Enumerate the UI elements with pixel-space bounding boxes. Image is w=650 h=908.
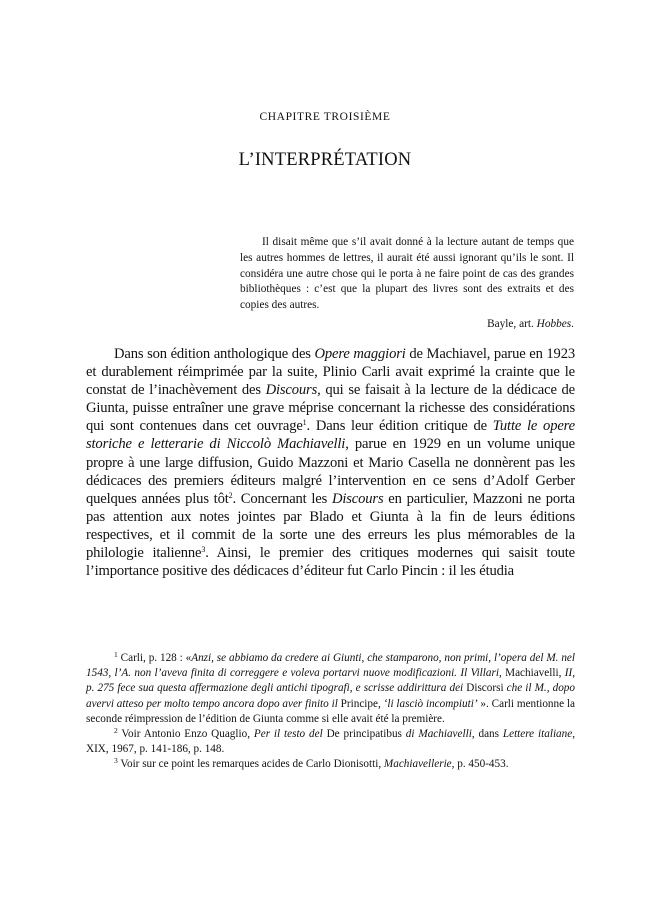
text-run: , p. 450-453. [451,758,509,771]
footnote-number: 3 [114,756,118,766]
text-run: De principatibus [322,728,406,741]
text-run: , dans [471,728,503,741]
footnote-number: 1 [114,650,118,659]
text-run: Discorsi [466,682,504,695]
footnote-number: 2 [114,726,118,736]
epigraph [240,235,574,333]
footnote-ref-1[interactable]: 1 [302,418,307,428]
epigraph-source-prefix: Bayle, art. [487,317,534,330]
italic-title: Machiavellerie [383,758,452,771]
italic-title: Discours [265,382,318,399]
text-run: de Machiavel, parue en 1923 et durablement réimprimée par la suite, Plinio Carli avait exprimé la crainte que le constat de l’inachèvement des [86,346,575,399]
italic-quote: , ‘li lasciò incompiuti’ [377,697,478,710]
footnote-1 [86,651,575,727]
paragraph [86,345,575,580]
italic-quote: Anzi, se abbiamo da credere ai Giunti, che stamparono, non primi, l’opera del M. nel 1543, l’A. non l’aveva finita di correggere e voleva portarvi nuove modificazioni. Il Villari, [86,652,575,680]
text-run: Machiavelli [505,667,559,680]
chapter-title: L’INTERPRÉTATION [238,150,412,170]
text-run: . Ainsi, le premier des critiques modernes qui saisit toute l’importance positive des dédicaces d’éditeur fut Carlo Pincin : il les étudia [86,545,575,580]
italic-title: Discours [331,490,384,507]
italic-title: Opere maggiori [314,346,406,362]
text-run: en particulier, Mazzoni ne porta pas attention aux notes jointes par Blado et Giunta à la fin de leurs éditions respectives, et il commit de la sorte une des erreurs les plus mémorables de la philologie italienne [86,490,575,562]
text-run: , qui se faisait à la lecture de la dédicace de Giunta, puisse entraîner une grave méprise concernant la richesse des considérations qui sont contenues dans cet ouvrage [86,382,575,435]
text-run: Carli, p. 128 : « [117,652,192,664]
footnote-ref-3[interactable]: 3 [201,545,206,555]
italic-title: Lettere italiane [502,728,573,741]
epigraph-source [240,317,574,333]
footnote-ref-2[interactable]: 2 [228,490,233,500]
italic-title: di Machiavelli [405,728,472,741]
main-text [86,345,575,580]
text-run: , XIX, 1967, p. 141-186, p. 148. [86,728,576,756]
text-run: . Concernant les [232,490,332,507]
text-run: ». Carli mentionne la seconde réimpression de l’édition de Giunta comme si elle avait été la première. [86,697,576,725]
footnote-3 [86,757,575,772]
text-run: . Dans leur édition critique de [306,418,493,435]
italic-title: Tutte le opere storiche e letterarie di Niccolò Machiavelli [86,418,575,453]
epigraph-source-title: Hobbes [536,317,572,330]
text-run: Voir Antonio Enzo Quaglio, [117,728,254,741]
italic-quote: che il M., dopo avervi atteso per molto tempo ancora dopo aver finito il [86,682,575,710]
chapter-label: CHAPITRE TROISIÈME [259,111,391,123]
text-run: Voir sur ce point les remarques acides de Carlo Dionisotti, [117,758,384,771]
footnotes [86,651,575,773]
text-run: , parue en 1929 en un volume unique propre à une large diffusion, Guido Mazzoni et Mario Casella ne donnèrent pas les dédicaces des premiers éditeurs malgré l’intervention en ce sens d’Adolf Gerber quelques années plus tôt [86,436,576,507]
text-run: Dans son édition anthologique des [114,346,315,362]
epigraph-source-suffix: . [571,317,574,330]
italic-title: Per il testo del [253,728,323,741]
text-run: Principe [340,697,378,710]
footnote-2 [86,727,575,757]
epigraph-text: Il disait même que s’il avait donné à la lecture autant de temps que les autres hommes de lettres, il aurait été aussi ignorant qu’ils le sont. Il considéra une autre chose qui le porta à ne faire point de cas des grandes bibliothèques : c’est que la plupart des livres sont des extraits et des copies des autres. [240,236,574,312]
italic-quote: , II, p. 275 fece sua questa affermazione degli antichi tipografi, e scrisse addirittura dei [86,667,576,695]
